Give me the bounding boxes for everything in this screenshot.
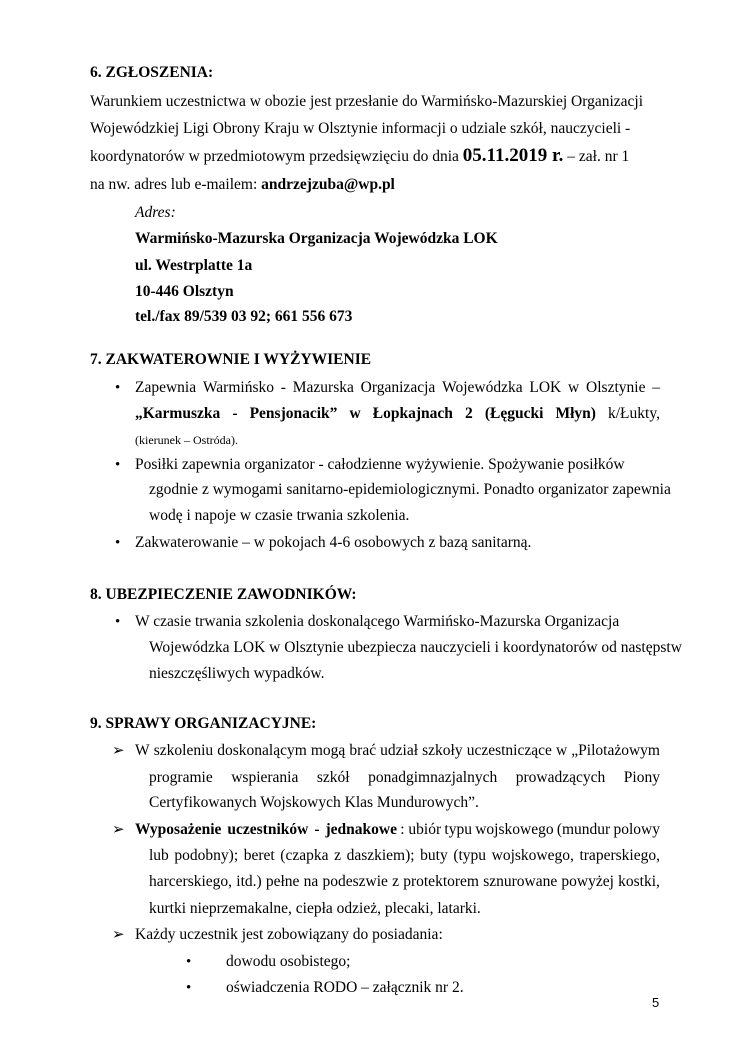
s9-a1-l2-word: ponadgimnazjalnych	[368, 769, 498, 786]
s9-item-2-line-1	[135, 820, 660, 840]
equipment-heading-word: Wyposażenie	[135, 821, 222, 838]
section-9-heading: 9. SPRAWY ORGANIZACYJNE:	[90, 715, 317, 732]
arrow-bullet-icon: ➢	[112, 927, 125, 943]
contact-email[interactable]: andrzejzuba@wp.pl	[261, 176, 395, 193]
s7-bullet-2-line-2: zgodnie z wymogami sanitarno-epidemiologicznymi. Ponadto organizator zapewnia	[149, 481, 671, 498]
s9-item-3-line-1: Każdy uczestnik jest zobowiązany do posiadania:	[135, 926, 443, 943]
s9-a1-l1-word: udział	[380, 742, 419, 759]
equipment-heading-word: uczestników	[227, 821, 309, 838]
s7-b1-l2-word: (Łęgucki	[484, 405, 544, 422]
arrow-bullet-icon: ➢	[112, 822, 125, 838]
address-line-phone: tel./fax 89/539 03 92; 661 556 673	[135, 308, 353, 325]
section-8-heading: 8. UBEZPIECZENIE ZAWODNIKÓW:	[90, 586, 357, 603]
equipment-heading-word: jednakowe	[325, 821, 397, 838]
s7-b1-l1-word: LOK	[529, 379, 562, 396]
s9-a1-l2-word: prowadzących	[515, 769, 606, 786]
s7-bullet-1-line-1	[135, 378, 660, 398]
s9-a2-l1-word: wojskowego	[475, 821, 554, 838]
s9-a1-l2-word: Piony	[623, 769, 660, 786]
deadline-date: 05.11.2019 r.	[462, 145, 564, 166]
attachment-ref: – zał. nr 1	[567, 148, 630, 165]
s9-a2-l1-word: : ubiór	[400, 821, 442, 838]
s6-line-1: Warunkiem uczestnictwa w obozie jest przesłanie do Warmińsko-Mazurskiej Organizacji	[90, 93, 644, 110]
s9-a2-l2-word: podobny);	[174, 847, 239, 864]
s9-a2-l1-word: typu	[444, 821, 472, 838]
s9-a1-l1-word: brać	[349, 742, 377, 759]
s7-bullet-2-line-1: Posiłki zapewnia organizator - całodzienne wyżywienie. Spożywanie posiłków	[135, 456, 625, 473]
s9-a1-l2-word: wspierania	[231, 769, 299, 786]
s7-b1-l1-word: –	[652, 379, 660, 396]
s9-item-1-line-2	[149, 768, 660, 788]
s7-b1-l1-word: Olsztynie	[586, 379, 646, 396]
s9-item-1-line-1	[135, 741, 660, 761]
s7-bullet-1-line-2	[135, 404, 660, 424]
s6-line-4-text: na nw. adres lub e-mailem:	[90, 176, 258, 193]
s6-line-3	[90, 146, 629, 167]
bullet-icon: •	[115, 457, 121, 473]
bullet-icon: •	[186, 980, 192, 996]
s9-a2-l2-word: lub	[149, 847, 169, 864]
s7-b1-l2-word: 2	[464, 405, 473, 422]
s9-a2-l3-word: itd.)	[236, 873, 262, 890]
s9-a2-l1-word: (mundur	[556, 821, 611, 838]
s9-a2-l3-word: kostki,	[618, 873, 660, 890]
s8-bullet-1-line-1: W czasie trwania szkolenia doskonalącego Warmińsko-Mazurska Organizacja	[135, 613, 620, 630]
s9-a2-l3-word: sznurowane	[483, 873, 558, 890]
address-line-org: Warmińsko-Mazurska Organizacja Wojewódzka LOK	[135, 230, 498, 247]
s7-b1-l2-word: Młyn)	[555, 405, 596, 422]
address-line-street: ul. Westrplatte 1a	[135, 257, 253, 274]
s9-a2-l2-word: (typu	[453, 847, 487, 864]
s6-line-2: Wojewódzkiej Ligi Obrony Kraju w Olsztynie informacji o udziale szkół, nauczycieli -	[90, 120, 631, 137]
s9-item-2-line-3	[149, 872, 660, 892]
s9-a1-l1-word: uczestniczące	[466, 742, 552, 759]
s9-a1-l1-word: W	[135, 742, 150, 759]
s9-a2-l3-word: na	[303, 873, 319, 890]
s9-a2-l1-word: polowy	[613, 821, 660, 838]
s9-a1-l1-word: w	[555, 742, 568, 759]
s9-a1-l1-word: szkoły	[422, 742, 463, 759]
required-item-id: dowodu osobistego;	[226, 953, 351, 970]
bullet-icon: •	[115, 535, 121, 551]
s9-a2-l3-word: harcerskiego,	[149, 873, 233, 890]
s7-b1-l1-word: Mazurska	[292, 379, 354, 396]
s9-a2-l2-word: (czapka	[280, 847, 329, 864]
s7-b1-l2-word: -	[232, 405, 238, 422]
s9-a2-l2-word: wojskowego,	[491, 847, 574, 864]
page-number: 5	[652, 995, 660, 1010]
s9-a1-l1-word: doskonalącym	[217, 742, 307, 759]
s7-b1-l2-word: Łopkajnach	[372, 405, 453, 422]
s9-a2-l2-word: z	[334, 847, 341, 864]
s7-b1-l2-word: „Karmuszka	[135, 405, 221, 422]
s8-bullet-1-line-3: nieszczęśliwych wypadków.	[149, 665, 325, 682]
s9-a1-l1-word: „Pilotażowym	[571, 742, 660, 759]
s9-a2-l2-word: traperskiego,	[579, 847, 660, 864]
s9-a2-l3-word: powyżej	[561, 873, 614, 890]
s7-b1-l1-word: Warmińsko	[202, 379, 274, 396]
bullet-icon: •	[115, 380, 121, 396]
s9-item-1-line-3: Certyfikowanych Wojskowych Klas Mundurowych”.	[149, 794, 479, 811]
s6-line-4	[90, 175, 395, 195]
s9-a1-l1-word: mogą	[310, 742, 346, 759]
s9-item-2-line-2	[149, 846, 660, 866]
s8-bullet-1-line-2: Wojewódzka LOK w Olsztynie ubezpiecza nauczycieli i koordynatorów od następstw	[149, 639, 682, 656]
s7-b1-l1-word: -	[280, 379, 286, 396]
s7-b1-l1-word: w	[568, 379, 580, 396]
s7-b1-l2-word: w	[349, 405, 361, 422]
s9-a2-l3-word: protektorem	[403, 873, 479, 890]
s9-a1-l1-word: szkoleniu	[153, 742, 214, 759]
s7-b1-l2-tail: k/Łukty,	[608, 405, 660, 422]
s9-a2-l2-word: beret	[243, 847, 275, 864]
address-label: Adres:	[135, 204, 176, 221]
s9-a2-l2-word: buty	[420, 847, 448, 864]
s7-b1-l1-word: Wojewódzka	[442, 379, 523, 396]
s9-a2-l3-word: pełne	[265, 873, 300, 890]
bullet-icon: •	[115, 614, 121, 630]
s6-line-3-text: koordynatorów w przedmiotowym przedsięwzięciu do dnia	[90, 148, 459, 165]
s7-bullet-1-line-3: (kierunek – Ostróda).	[135, 433, 238, 447]
s7-b1-l2-word: Pensjonacik”	[249, 405, 338, 422]
s7-b1-l1-word: Zapewnia	[135, 379, 197, 396]
section-6-heading: 6. ZGŁOSZENIA:	[90, 64, 214, 81]
s7-b1-l1-word: Organizacja	[360, 379, 436, 396]
bullet-icon: •	[186, 954, 192, 970]
s9-a2-l2-word: daszkiem);	[346, 847, 415, 864]
equipment-heading-word: -	[314, 821, 320, 838]
section-7-heading: 7. ZAKWATEROWNIE I WYŻYWIENIE	[90, 351, 372, 368]
s7-bullet-3-line-1: Zakwaterowanie – w pokojach 4-6 osobowych z bazą sanitarną.	[135, 534, 532, 551]
required-item-rodo: oświadczenia RODO – załącznik nr 2.	[226, 979, 464, 996]
s7-bullet-2-line-3: wodę i napoje w czasie trwania szkolenia.	[149, 507, 410, 524]
s9-a1-l2-word: programie	[149, 769, 213, 786]
address-line-city: 10-446 Olsztyn	[135, 283, 234, 300]
equipment-heading	[135, 820, 397, 840]
arrow-bullet-icon: ➢	[112, 743, 125, 759]
s9-a1-l2-word: szkół	[316, 769, 350, 786]
s9-a2-l3-word: z	[392, 873, 400, 890]
s9-item-2-line-4: kurtki nieprzemakalne, ciepła odzież, plecaki, latarki.	[149, 900, 481, 917]
s9-a2-l3-word: podeszwie	[322, 873, 388, 890]
